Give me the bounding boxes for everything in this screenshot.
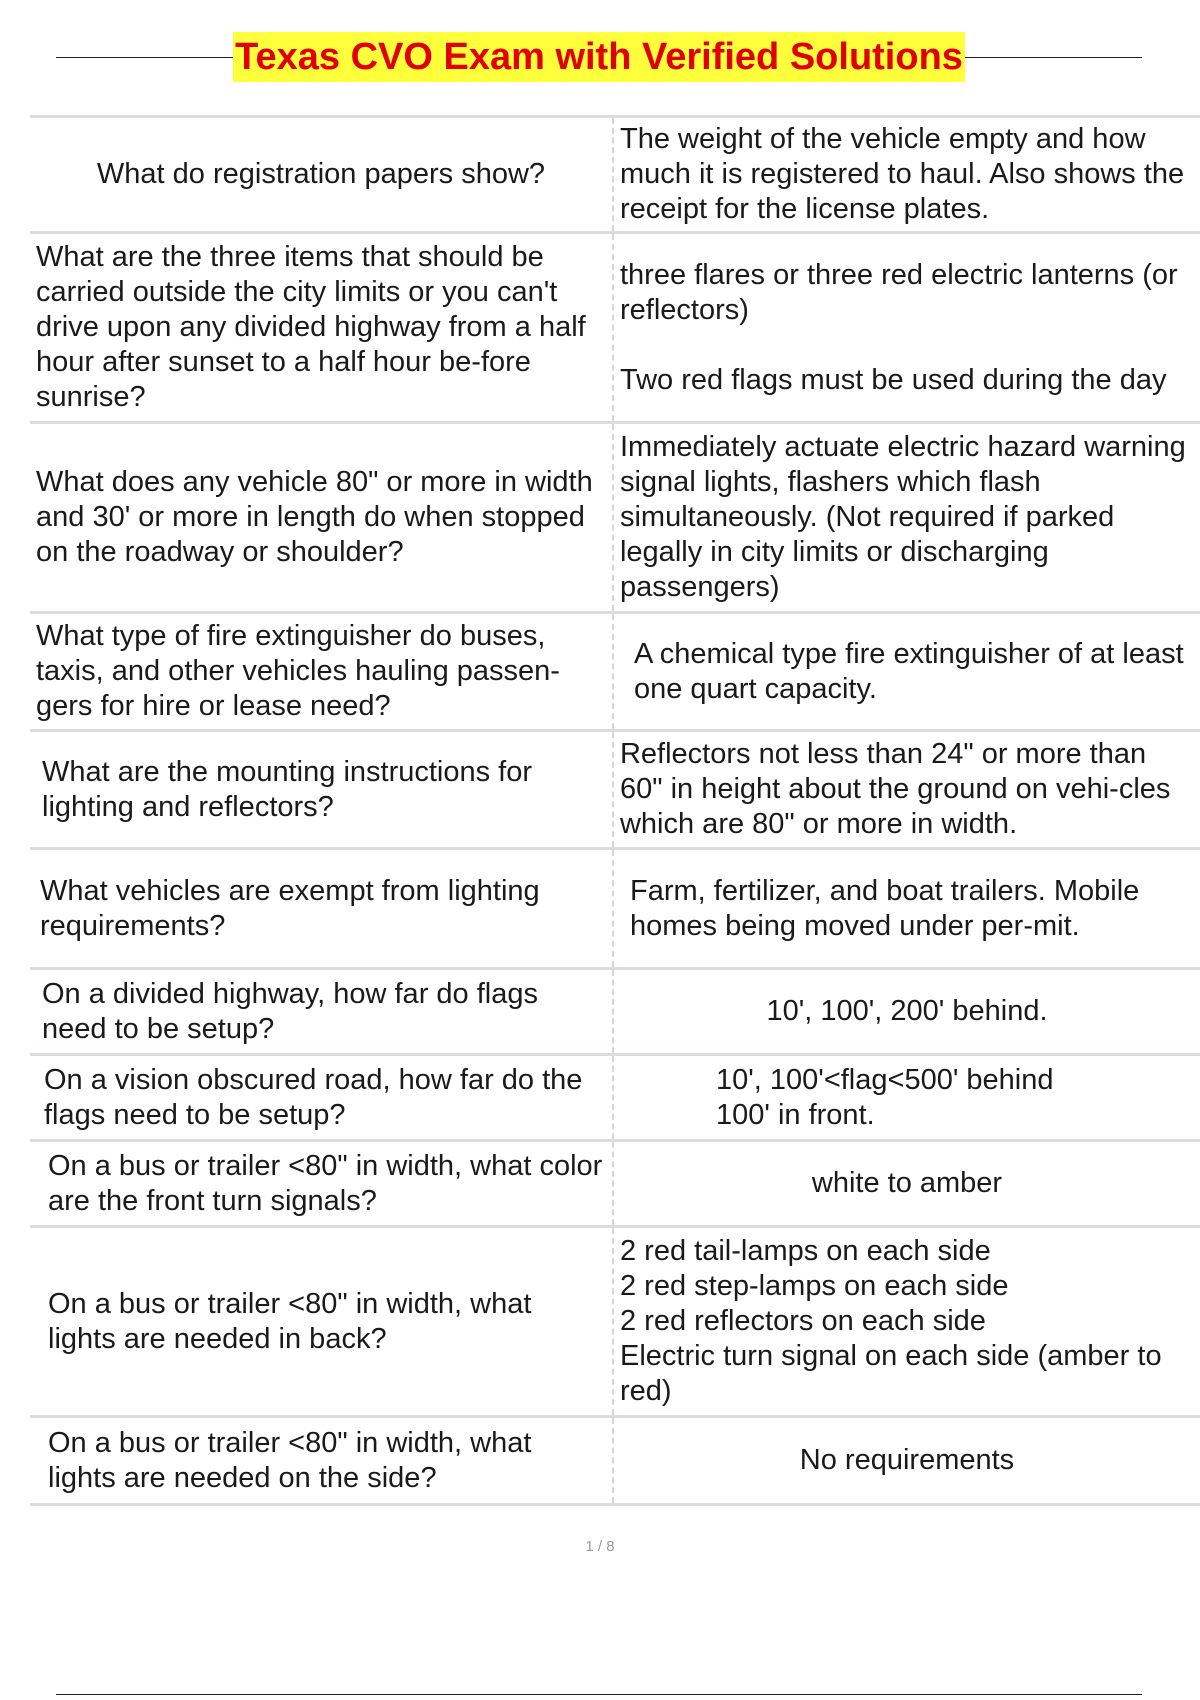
answer-cell: A chemical type fire extinguisher of at least one quart capacity. — [613, 613, 1200, 731]
table-row — [30, 1417, 1200, 1505]
question-cell: What type of fire extinguisher do buses, taxis, and other vehicles hauling passen-gers for hire or lease need? — [30, 613, 613, 731]
question-cell: What do registration papers show? — [30, 117, 613, 233]
table-row — [30, 1055, 1200, 1141]
answer-cell: white to amber — [613, 1141, 1200, 1227]
table-row — [30, 613, 1200, 731]
question-cell: On a bus or trailer <80" in width, what lights are needed on the side? — [30, 1417, 613, 1505]
question-cell: On a divided highway, how far do flags need to be setup? — [30, 969, 613, 1055]
document-title: Texas CVO Exam with Verified Solutions — [233, 32, 965, 82]
answer-cell: three flares or three red electric lanterns (or reflectors) Two red flags must be used during the day — [613, 233, 1200, 423]
question-cell: On a vision obscured road, how far do the flags need to be setup? — [30, 1055, 613, 1141]
answer-cell: 2 red tail-lamps on each side 2 red step-lamps on each side 2 red reflectors on each side Electric turn signal on each side (amber to red) — [613, 1227, 1200, 1417]
footer-rule — [56, 1694, 1142, 1695]
answer-cell: Immediately actuate electric hazard warning signal lights, flashers which flash simultaneously. (Not required if parked legally in city limits or discharging passengers) — [613, 423, 1200, 613]
page-number: 1 / 8 — [585, 1538, 615, 1555]
answer-cell: Reflectors not less than 24" or more than 60" in height about the ground on vehi-cles which are 80" or more in width. — [613, 731, 1200, 849]
table-row — [30, 117, 1200, 233]
table-row — [30, 1227, 1200, 1417]
document-header — [56, 30, 1142, 84]
question-cell: What are the mounting instructions for lighting and reflectors? — [30, 731, 613, 849]
answer-cell: Farm, fertilizer, and boat trailers. Mobile homes being moved under per-mit. — [613, 849, 1200, 969]
answer-cell: 10', 100'<flag<500' behind 100' in front. — [613, 1055, 1200, 1141]
answer-cell: The weight of the vehicle empty and how much it is registered to haul. Also shows the receipt for the license plates. — [613, 117, 1200, 233]
table-row — [30, 969, 1200, 1055]
answer-cell: No requirements — [613, 1417, 1200, 1505]
question-cell: What does any vehicle 80" or more in width and 30' or more in length do when stopped on the roadway or shoulder? — [30, 423, 613, 613]
table-row — [30, 423, 1200, 613]
table-row — [30, 731, 1200, 849]
table-row — [30, 233, 1200, 423]
question-cell: On a bus or trailer <80" in width, what color are the front turn signals? — [30, 1141, 613, 1227]
question-cell: What vehicles are exempt from lighting requirements? — [30, 849, 613, 969]
question-cell: On a bus or trailer <80" in width, what lights are needed in back? — [30, 1227, 613, 1417]
table-row — [30, 1141, 1200, 1227]
question-cell: What are the three items that should be carried outside the city limits or you can't drive upon any divided highway from a half hour after sunset to a half hour be-fore sunrise? — [30, 233, 613, 423]
title-rule-left — [56, 57, 233, 58]
title-rule-right — [965, 57, 1142, 58]
flashcard-table — [30, 115, 1200, 1506]
answer-cell: 10', 100', 200' behind. — [613, 969, 1200, 1055]
table-row — [30, 849, 1200, 969]
